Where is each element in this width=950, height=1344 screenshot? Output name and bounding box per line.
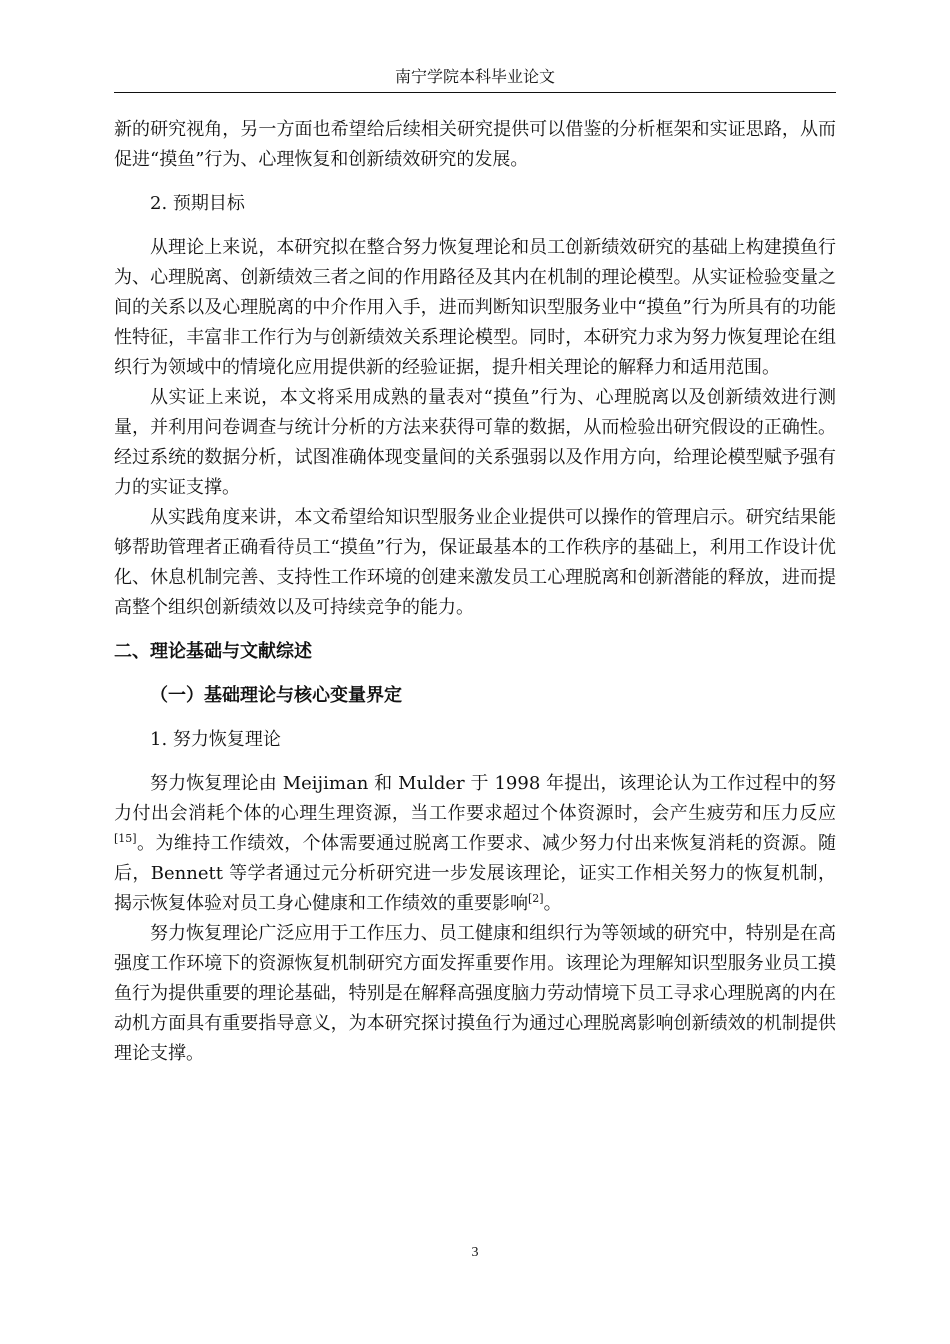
citation-link[interactable]: [2] — [528, 892, 544, 905]
subsection-heading: （一）基础理论与核心变量界定 — [150, 685, 402, 706]
paragraph-empirical-goal: 从实证上来说，本文将采用成熟的量表对“摸鱼”行为、心理脱离以及创新绩效进行测量，并利用问卷调查与统计分析的方法来获得可靠的数据，从而检验出研究假设的正确性。经过系统的数据分析，试图准确体现变量间的关系强弱以及作用方向，给理论模型赋予强有力的实证支撑。 — [114, 387, 836, 498]
paragraph-practice-goal: 从实践角度来讲，本文希望给知识型服务业企业提供可以操作的管理启示。研究结果能够帮助管理者正确看待员工“摸鱼”行为，保证最基本的工作秩序的基础上，利用工作设计优化、休息机制完善、支持性工作环境的创建来激发员工心理脱离和创新潜能的释放，进而提高整个组织创新绩效以及可持续竞争的能力。 — [114, 507, 836, 618]
running-header: 南宁学院本科毕业论文 — [394, 67, 555, 86]
subheading-expected-goals: 2. 预期目标 — [150, 193, 245, 214]
paragraph-text: 。 — [543, 893, 562, 914]
section-heading: 二、理论基础与文献综述 — [114, 641, 312, 662]
paragraph-theory-goal: 从理论上来说，本研究拟在整合努力恢复理论和员工创新绩效研究的基础上构建摸鱼行为、心理脱离、创新绩效三者之间的作用路径及其内在机制的理论模型。从实证检验变量之间的关系以及心理脱离的中介作用入手，进而判断知识型服务业中“摸鱼”行为所具有的功能性特征，丰富非工作行为与创新绩效关系理论模型。同时，本研究力求为努力恢复理论在组织行为领域中的情境化应用提供新的经验证据，提升相关理论的解释力和适用范围。 — [114, 237, 836, 378]
paragraph-text: 努力恢复理论由 Meijiman 和 Mulder 于 1998 年提出，该理论认为工作过程中的努力付出会消耗个体的心理生理资源，当工作要求超过个体资源时，会产生疲劳和压力反应 — [114, 773, 836, 824]
citation-link[interactable]: [15] — [114, 832, 137, 845]
paragraph-text: 。为维持工作绩效，个体需要通过脱离工作要求、减少努力付出来恢复消耗的资源。随后，Bennett 等学者通过元分析研究进一步发展该理论，证实工作相关努力的恢复机制，揭示恢复体验对员工身心健康和工作绩效的重要影响 — [114, 833, 836, 914]
paragraph-effort-recovery-application: 努力恢复理论广泛应用于工作压力、员工健康和组织行为等领域的研究中，特别是在高强度工作环境下的资源恢复机制研究方面发挥重要作用。该理论为理解知识型服务业员工摸鱼行为提供重要的理论基础，特别是在解释高强度脑力劳动情境下员工寻求心理脱离的内在动机方面具有重要指导意义，为本研究探讨摸鱼行为通过心理脱离影响创新绩效的机制提供理论支撑。 — [114, 923, 836, 1064]
paragraph-continued: 新的研究视角，另一方面也希望给后续相关研究提供可以借鉴的分析框架和实证思路，从而促进“摸鱼”行为、心理恢复和创新绩效研究的发展。 — [114, 119, 836, 170]
page-content — [114, 115, 836, 1069]
header-rule — [114, 92, 836, 93]
paragraph-effort-recovery-definition — [114, 769, 836, 919]
page-number: 3 — [471, 1245, 479, 1260]
subheading-effort-recovery: 1. 努力恢复理论 — [150, 729, 281, 750]
